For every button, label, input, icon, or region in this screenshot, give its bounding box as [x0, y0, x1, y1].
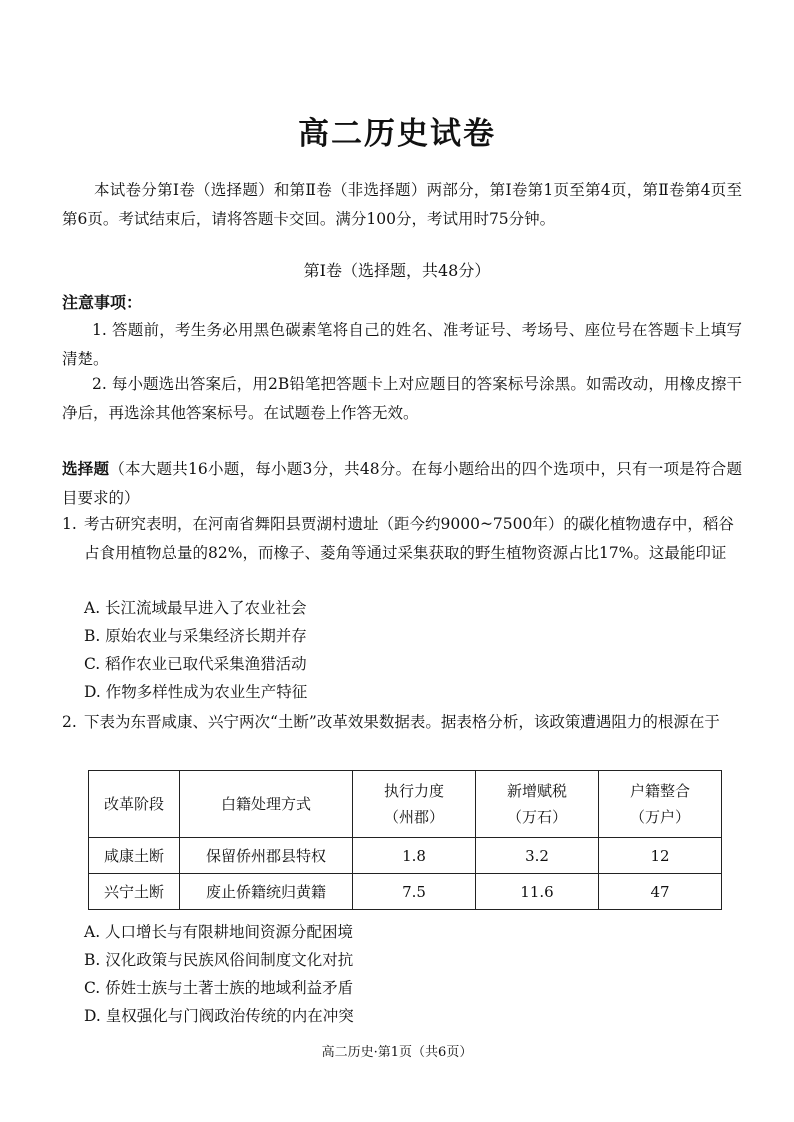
table-cell: 47	[599, 874, 722, 910]
option-b: B. 原始农业与采集经济长期并存	[84, 627, 307, 645]
table-row	[89, 838, 722, 874]
option-a: A. 长江流域最早进入了农业社会	[84, 599, 307, 617]
table-header-row	[89, 771, 722, 838]
table-header-cell: 新增赋税 （万石）	[476, 771, 599, 838]
table-cell: 咸康土断	[89, 838, 180, 874]
section-header	[62, 454, 742, 513]
question-2	[62, 708, 742, 737]
table-cell: 兴宁土断	[89, 874, 180, 910]
question-stem: 下表为东晋咸康、兴宁两次“土断”改革效果数据表。据表格分析，该政策遭遇阻力的根源在于	[84, 713, 720, 731]
question-stem: 考古研究表明，在河南省舞阳县贾湖村遗址（距今约9000~7500年）的碳化植物遗存中，稻谷占食用植物总量的82%，而橡子、菱角等通过采集获取的野生植物资源占比17%。这最能印证	[84, 515, 734, 562]
option-d: D. 皇权强化与门阀政治传统的内在冲突	[84, 1007, 354, 1025]
table-header-cell: 改革阶段	[89, 771, 180, 838]
table-cell: 11.6	[476, 874, 599, 910]
table-cell: 7.5	[353, 874, 476, 910]
table-cell: 3.2	[476, 838, 599, 874]
section-label: 选择题	[62, 459, 110, 478]
notice-title: 注意事项：	[62, 293, 143, 312]
table-row	[89, 874, 722, 910]
intro-paragraph: 本试卷分第Ⅰ卷（选择题）和第Ⅱ卷（非选择题）两部分，第Ⅰ卷第1页至第4页，第Ⅱ卷第4页至第6页。考试结束后，请将答题卡交回。满分100分，考试用时75分钟。	[62, 181, 742, 228]
question-number: 1.	[62, 515, 77, 533]
option-c: C. 稻作农业已取代采集渔猎活动	[84, 655, 307, 673]
part1-heading: 第Ⅰ卷（选择题，共48分）	[303, 261, 491, 280]
table-cell: 保留侨州郡县特权	[180, 838, 353, 874]
question-number: 2.	[62, 713, 77, 731]
table-header-cell: 白籍处理方式	[180, 771, 353, 838]
table-header-cell: 执行力度 （州郡）	[353, 771, 476, 838]
page-footer: 高二历史·第1页（共6页）	[321, 1045, 473, 1060]
notice-item: 1. 答题前，考生务必用黑色碳素笔将自己的姓名、准考证号、考场号、座位号在答题卡上填写清楚。	[62, 321, 742, 368]
section-description: （本大题共16小题，每小题3分，共48分。在每小题给出的四个选项中，只有一项是符合题目要求的）	[62, 460, 742, 507]
table-header-cell: 户籍整合 （万户）	[599, 771, 722, 838]
table-cell: 废止侨籍统归黄籍	[180, 874, 353, 910]
question-1	[62, 510, 742, 568]
option-c: C. 侨姓士族与土著士族的地域利益矛盾	[84, 979, 354, 997]
table-cell: 1.8	[353, 838, 476, 874]
option-b: B. 汉化政策与民族风俗间制度文化对抗	[84, 951, 354, 969]
notice-item: 2. 每小题选出答案后，用2B铅笔把答题卡上对应题目的答案标号涂黑。如需改动，用橡皮擦干净后，再选涂其他答案标号。在试题卷上作答无效。	[62, 375, 742, 422]
page-title: 高二历史试卷	[298, 116, 496, 152]
data-table	[88, 770, 722, 910]
option-d: D. 作物多样性成为农业生产特征	[84, 683, 308, 701]
table-cell: 12	[599, 838, 722, 874]
option-a: A. 人口增长与有限耕地间资源分配困境	[84, 923, 354, 941]
